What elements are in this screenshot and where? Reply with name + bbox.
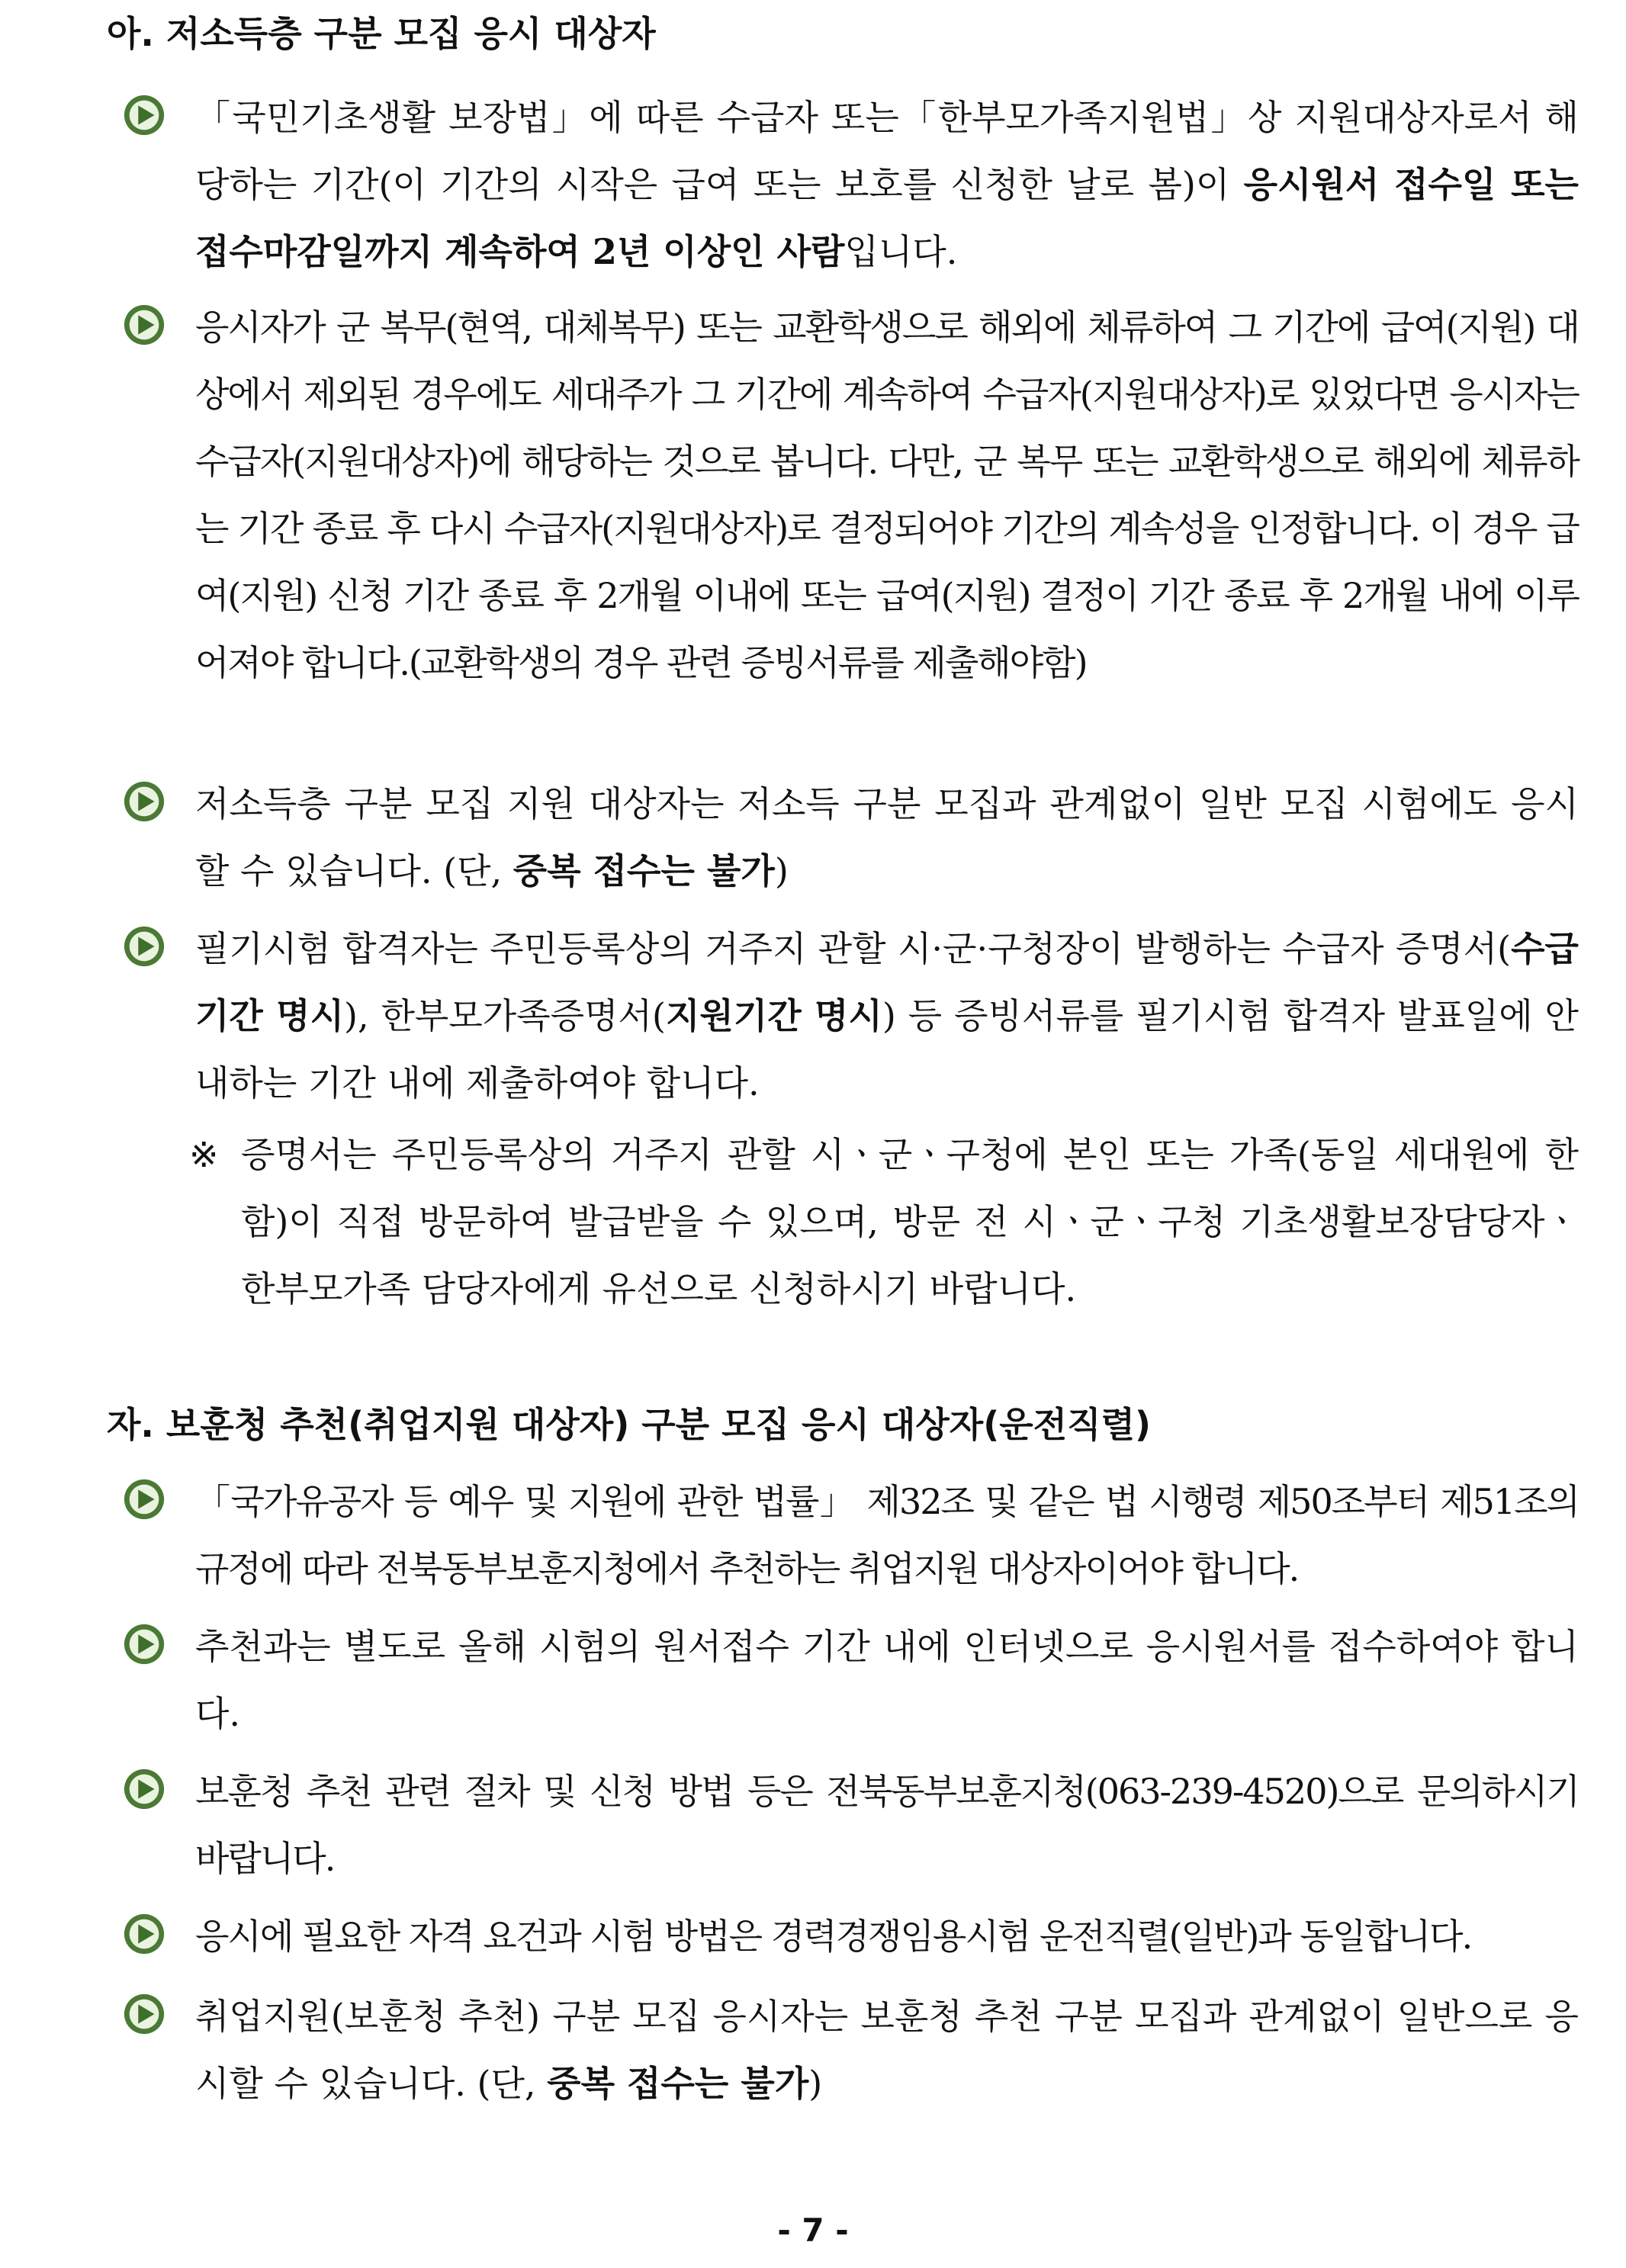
list-item bbox=[114, 1613, 1579, 1747]
arrow-right-circle-icon bbox=[122, 1622, 166, 1666]
list-item bbox=[114, 294, 1579, 696]
list-item-text: 보훈청 추천 관련 절차 및 신청 방법 등은 전북동부보훈지청(063-239-4520)으로 문의하시기 바랍니다. bbox=[195, 1771, 1579, 1879]
list-item-text: 응시자가 군 복무(현역, 대체복무) 또는 교환학생으로 해외에 체류하여 그 기간에 급여(지원) 대상에서 제외된 경우에도 세대주가 그 기간에 계속하여 수급자(지원대상자)로 있었다면 응시자는 수급자(지원대상자)에 해당하는 것으로 봅니다. 다만, 군 복무 또는 교환학생으로 해외에 체류하는 기간 종료 후 다시 수급자(지원대상자)로 결정되어야 기간의 계속성을 인정합니다. 이 경우 급여(지원) 신청 기간 종료 후 2개월 이내에 또는 급여(지원) 결정이 기간 종료 후 2개월 내에 이루어져야 합니다.(교환학생의 경우 관련 증빙서류를 제출해야함) bbox=[195, 307, 1579, 683]
list-item-text: 취업지원(보훈청 추천) 구분 모집 응시자는 보훈청 추천 구분 모집과 관계없이 일반으로 응시할 수 있습니다. (단, 중복 접수는 불가) bbox=[195, 1996, 1579, 2104]
section-heading-veterans: 자. 보훈청 추천(취업지원 대상자) 구분 모집 응시 대상자(운전직렬) bbox=[107, 1404, 1152, 1445]
list-item bbox=[114, 915, 1579, 1116]
arrow-right-circle-icon bbox=[122, 1477, 166, 1521]
list-item bbox=[114, 1983, 1579, 2117]
section-heading-low-income: 아. 저소득층 구분 모집 응시 대상자 bbox=[107, 13, 656, 54]
list-item-text: 「국민기초생활 보장법」에 따른 수급자 또는「한부모가족지원법」상 지원대상자로서 해당하는 기간(이 기간의 시작은 급여 또는 보호를 신청한 날로 봄)이 응시원서 접수일 또는 접수마감일까지 계속하여 2년 이상인 사람입니다. bbox=[195, 97, 1579, 272]
list-item bbox=[114, 770, 1579, 904]
arrow-right-circle-icon bbox=[122, 1767, 166, 1811]
list-item bbox=[114, 1758, 1579, 1892]
note-text: 증명서는 주민등록상의 거주지 관할 시ㆍ군ㆍ구청에 본인 또는 가족(동일 세대원에 한함)이 직접 방문하여 발급받을 수 있으며, 방문 전 시ㆍ군ㆍ구청 기초생활보장담당자ㆍ한부모가족 담당자에게 유선으로 신청하시기 바랍니다. bbox=[241, 1134, 1579, 1309]
arrow-right-circle-icon bbox=[122, 1912, 166, 1956]
arrow-right-circle-icon bbox=[122, 924, 166, 969]
arrow-right-circle-icon bbox=[122, 93, 166, 137]
arrow-right-circle-icon bbox=[122, 1992, 166, 2036]
arrow-right-circle-icon bbox=[122, 303, 166, 347]
list-item-text: 추천과는 별도로 올해 시험의 원서접수 기간 내에 인터넷으로 응시원서를 접수하여야 합니다. bbox=[195, 1626, 1579, 1734]
arrow-right-circle-icon bbox=[122, 779, 166, 824]
list-item bbox=[114, 1903, 1579, 1970]
list-item-text: 응시에 필요한 자격 요건과 시험 방법은 경력경쟁임용시험 운전직렬(일반)과 동일합니다. bbox=[195, 1916, 1472, 1957]
note-mark: ※ bbox=[189, 1134, 219, 1175]
list-item bbox=[114, 84, 1579, 285]
list-item bbox=[114, 1468, 1579, 1602]
list-item-text: 「국가유공자 등 예우 및 지원에 관한 법률」 제32조 및 같은 법 시행령 제50조부터 제51조의 규정에 따라 전북동부보훈지청에서 추천하는 취업지원 대상자이어야 합니다. bbox=[195, 1481, 1579, 1589]
list-item-text: 필기시험 합격자는 주민등록상의 거주지 관할 시·군·구청장이 발행하는 수급자 증명서(수급기간 명시), 한부모가족증명서(지원기간 명시) 등 증빙서류를 필기시험 합격자 발표일에 안내하는 기간 내에 제출하여야 합니다. bbox=[195, 928, 1579, 1103]
reference-note bbox=[189, 1121, 1579, 1322]
page-number: - 7 - bbox=[777, 2212, 849, 2249]
list-item-text: 저소득층 구분 모집 지원 대상자는 저소득 구분 모집과 관계없이 일반 모집 시험에도 응시할 수 있습니다. (단, 중복 접수는 불가) bbox=[195, 783, 1579, 891]
